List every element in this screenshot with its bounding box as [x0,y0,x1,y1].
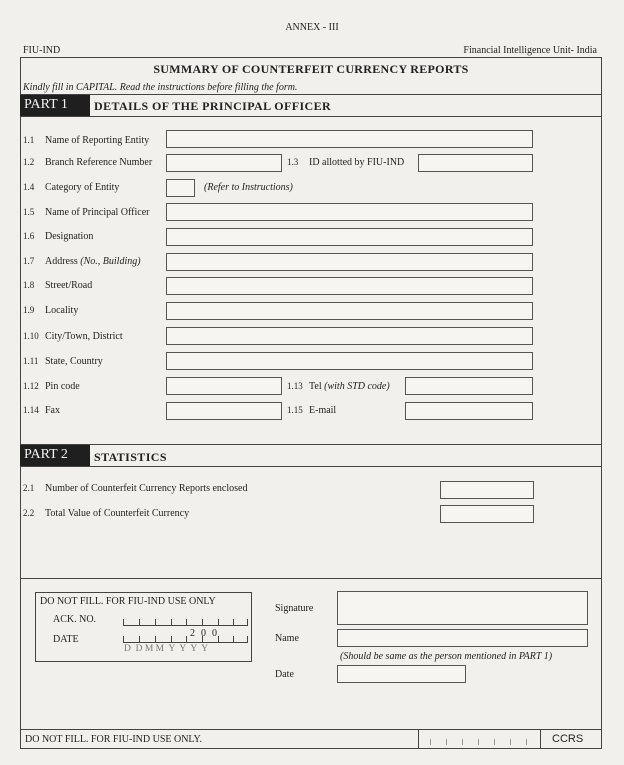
report-count-input[interactable] [440,481,534,499]
reporting-entity-input[interactable] [166,130,533,148]
date-label-office: DATE [53,634,79,645]
field-label-address: 1.7 Address (No., Building) [23,256,141,267]
form-code: CCRS [552,733,584,745]
field-label-reporting-entity: 1.1 Name of Reporting Entity [23,135,150,146]
category-input[interactable] [166,179,195,197]
field-label-state: 1.11 State, Country [23,356,103,367]
signature-field[interactable] [337,591,588,625]
year-prefix: 200 [190,628,223,639]
field-label-locality: 1.9 Locality [23,305,79,316]
header-right-text: Financial Intelligence Unit- India [463,45,597,56]
category-note: (Refer to Instructions) [204,182,293,193]
part1-title: DETAILS OF THE PRINCIPAL OFFICER [94,99,332,113]
principal-officer-input[interactable] [166,203,533,221]
footer-note: DO NOT FILL. FOR FIU-IND USE ONLY. [25,734,202,745]
locality-input[interactable] [166,302,533,320]
part2-title: STATISTICS [94,450,167,464]
fax-input[interactable] [166,402,282,420]
name-label: Name [275,633,299,644]
field-label-report-count: 2.1 Number of Counterfeit Currency Reports enclosed [23,483,248,494]
ack-no-field[interactable] [123,616,248,626]
designation-input[interactable] [166,228,533,246]
field-label-designation: 1.6 Designation [23,231,94,242]
total-value-input[interactable] [440,505,534,523]
form-title: SUMMARY OF COUNTERFEIT CURRENCY REPORTS [153,62,469,76]
field-label-branch-ref: 1.2 Branch Reference Number [23,157,153,168]
email-input[interactable] [405,402,533,420]
date-format-hint: D D M M Y Y Y Y [124,644,209,654]
address-input[interactable] [166,253,533,271]
field-label-fax: 1.14 Fax [23,405,60,416]
fiu-id-input[interactable] [418,154,533,172]
branch-ref-input[interactable] [166,154,282,172]
header-left-text: FIU-IND [23,45,61,56]
field-label-city: 1.10 City/Town, District [23,331,123,342]
pincode-input[interactable] [166,377,282,395]
name-input[interactable] [337,629,588,647]
city-input[interactable] [166,327,533,345]
field-label-street: 1.8 Street/Road [23,280,93,291]
field-label-total-value: 2.2 Total Value of Counterfeit Currency [23,508,190,519]
part2-label: PART 2 [20,445,90,466]
ack-date-field[interactable] [123,633,248,643]
field-label-tel: 1.13 Tel (with STD code) [287,381,390,392]
date-input[interactable] [337,665,466,683]
street-input[interactable] [166,277,533,295]
field-label-email: 1.15 E-mail [287,405,337,416]
state-input[interactable] [166,352,533,370]
annex-label: ANNEX - III [285,22,339,33]
date-label: Date [275,669,294,680]
part1-label: PART 1 [20,95,90,116]
form-instruction: Kindly fill in CAPITAL. Read the instructions before filling the form. [23,82,298,93]
field-label-fiu-id: 1.3 ID allotted by FIU-IND [287,157,405,168]
footer-ticks [430,735,530,745]
ack-no-label: ACK. NO. [53,614,97,625]
signature-label: Signature [275,603,314,614]
office-use-title: DO NOT FILL. FOR FIU-IND USE ONLY [40,596,216,607]
name-note: (Should be same as the person mentioned in PART 1) [340,651,553,662]
field-label-category: 1.4 Category of Entity [23,182,120,193]
field-label-pincode: 1.12 Pin code [23,381,80,392]
tel-input[interactable] [405,377,533,395]
field-label-principal-officer: 1.5 Name of Principal Officer [23,207,150,218]
